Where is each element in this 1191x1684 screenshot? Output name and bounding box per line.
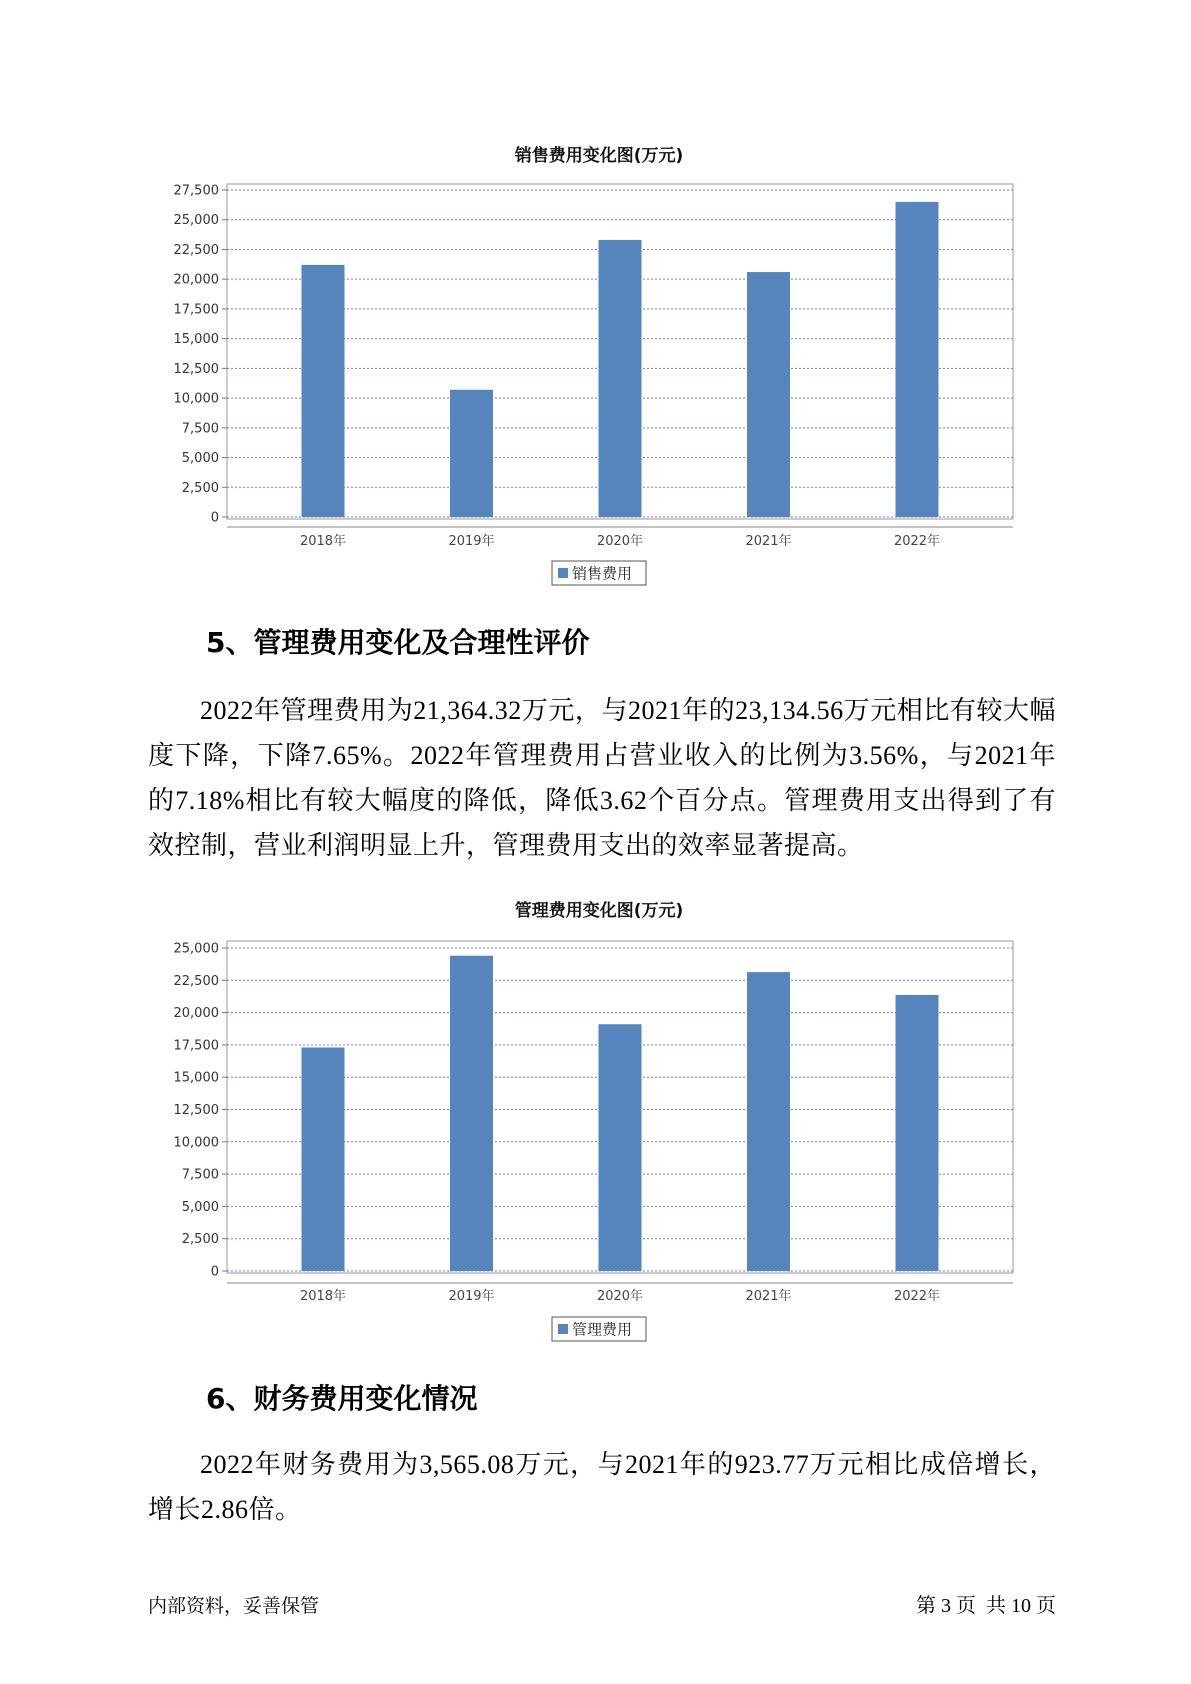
legend-marker xyxy=(558,1324,568,1334)
bar-2020 xyxy=(599,240,642,517)
legend-marker xyxy=(558,568,568,578)
y-tick-label: 22,500 xyxy=(173,973,219,989)
y-tick-label: 17,500 xyxy=(173,302,219,318)
chart-title: 销售费用变化图(万元) xyxy=(514,146,684,166)
y-tick-label: 12,500 xyxy=(173,361,219,377)
y-tick-label: 5,000 xyxy=(181,451,219,467)
y-tick-label: 10,000 xyxy=(173,391,219,407)
x-tick-label: 2018年 xyxy=(299,1289,347,1304)
y-tick-label: 20,000 xyxy=(173,272,219,288)
bar-2020 xyxy=(599,1024,642,1271)
legend-label: 管理费用 xyxy=(572,1320,633,1339)
bar-2019 xyxy=(450,956,493,1271)
y-tick-label: 0 xyxy=(210,1264,219,1280)
y-tick-label: 10,000 xyxy=(173,1135,219,1151)
x-tick-label: 2022年 xyxy=(893,1289,941,1304)
bar-2019 xyxy=(450,390,493,517)
section-heading-finance-expense: 6、财务费用变化情况 xyxy=(206,1382,478,1415)
y-tick-label: 15,000 xyxy=(173,332,219,348)
y-tick-label: 0 xyxy=(210,510,219,526)
y-tick-label: 25,000 xyxy=(173,941,219,957)
admin-expense-bar-chart xyxy=(0,880,1191,1355)
x-tick-label: 2020年 xyxy=(596,534,644,549)
chart-title: 管理费用变化图(万元) xyxy=(514,901,684,921)
x-tick-label: 2019年 xyxy=(448,534,495,549)
sales-expense-bar-chart xyxy=(0,130,1191,600)
bar-2022 xyxy=(896,995,939,1271)
bar-2018 xyxy=(302,1047,345,1271)
x-tick-label: 2018年 xyxy=(299,534,347,549)
y-tick-label: 12,500 xyxy=(173,1103,219,1118)
y-tick-label: 15,000 xyxy=(173,1070,219,1086)
legend xyxy=(552,561,646,585)
y-tick-label: 2,500 xyxy=(181,1232,219,1248)
bar-2021 xyxy=(747,272,790,517)
bar-2018 xyxy=(302,265,345,517)
y-tick-label: 2,500 xyxy=(181,480,219,496)
section-heading-admin-expense: 5、管理费用变化及合理性评价 xyxy=(206,626,590,659)
admin-expense-paragraph: 2022年管理费用为21,364.32万元，与2021年的23,134.56万元相比有较大幅度下降，下降7.65%。2022年管理费用占营业收入的比例为3.56%，与2021年的7.18%相比有较大幅度的降低，降低3.62个百分点。管理费用支出得到了有效控制，营业利润明显上升，管理费用支出的效率显著提高。 xyxy=(148,696,1056,860)
y-tick-label: 17,500 xyxy=(173,1038,219,1054)
footer-page-number: 第 3 页 共 10 页 xyxy=(916,1595,1056,1617)
y-tick-label: 25,000 xyxy=(173,213,219,229)
x-tick-label: 2019年 xyxy=(448,1289,495,1304)
x-tick-label: 2021年 xyxy=(745,1289,792,1304)
x-tick-label: 2020年 xyxy=(596,1289,644,1304)
finance-expense-paragraph: 2022年财务费用为3,565.08万元，与2021年的923.77万元相比成倍增长，增长2.86倍。 xyxy=(148,1450,1056,1524)
y-tick-label: 22,500 xyxy=(173,242,219,258)
x-tick-label: 2022年 xyxy=(893,534,941,549)
y-tick-label: 5,000 xyxy=(181,1199,219,1215)
y-tick-label: 27,500 xyxy=(173,183,219,199)
y-tick-label: 7,500 xyxy=(181,421,219,437)
y-tick-label: 7,500 xyxy=(181,1167,219,1183)
bar-2022 xyxy=(896,202,939,517)
y-tick-label: 20,000 xyxy=(173,1006,219,1022)
footer-confidential-note: 内部资料，妥善保管 xyxy=(148,1595,320,1617)
bar-2021 xyxy=(747,972,790,1271)
x-tick-label: 2021年 xyxy=(745,534,792,549)
legend-label: 销售费用 xyxy=(572,564,633,583)
legend xyxy=(552,1317,646,1341)
